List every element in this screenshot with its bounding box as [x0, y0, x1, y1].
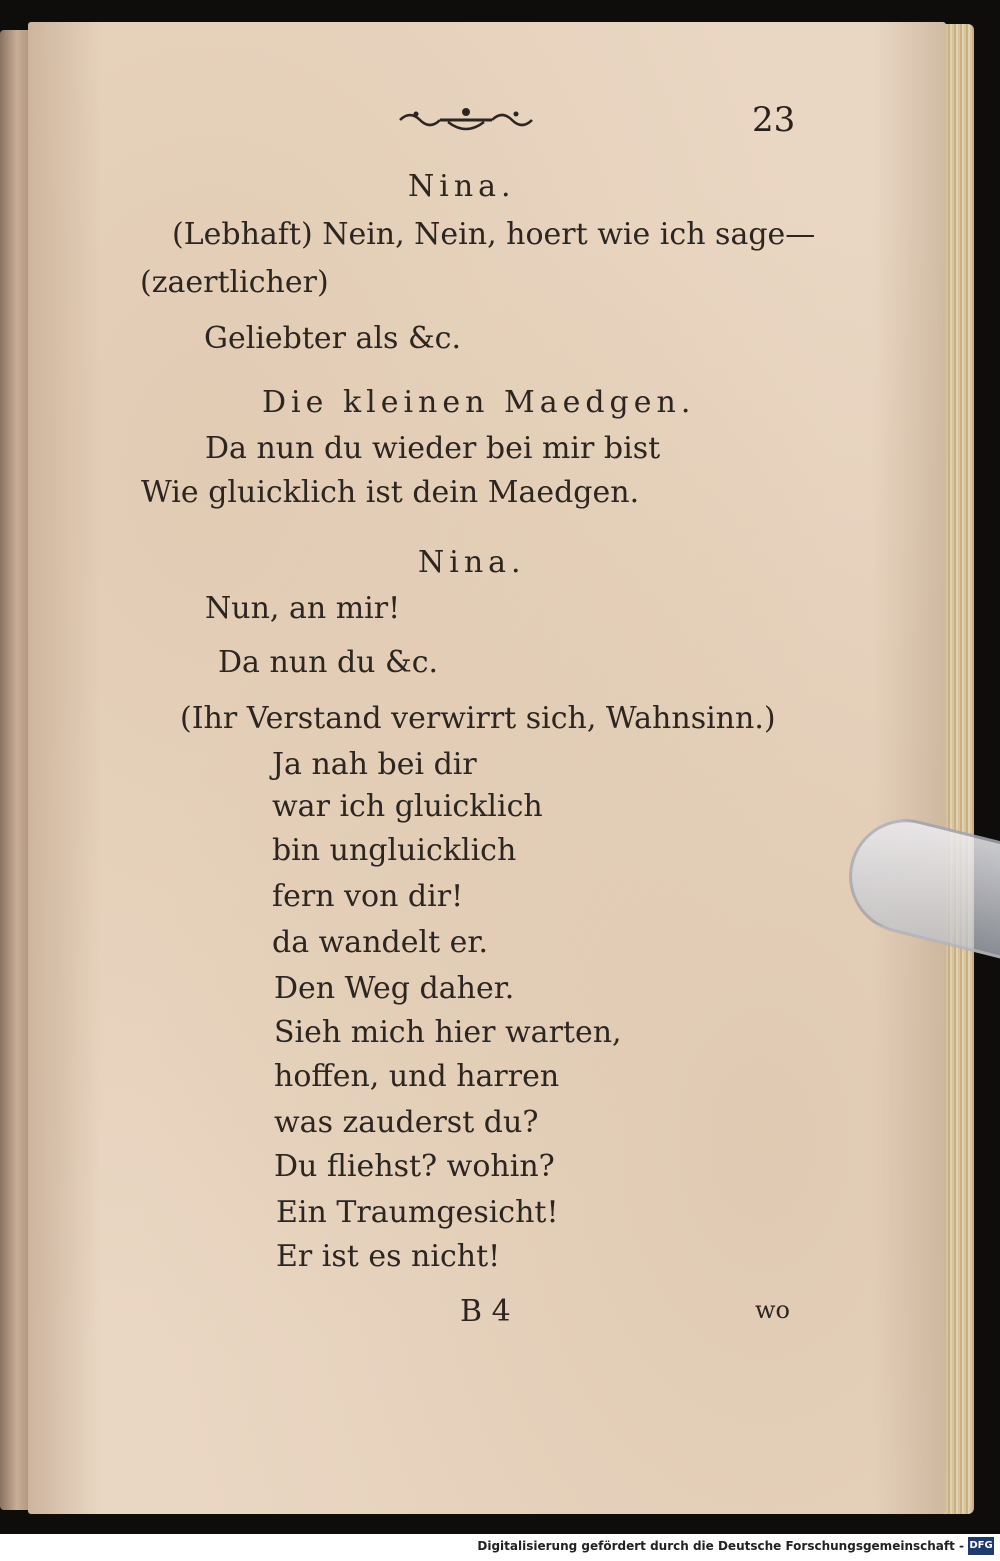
- text-line: Geliebter als &c.: [204, 321, 462, 356]
- page-number: 23: [752, 100, 796, 140]
- dfg-logo: DFG: [968, 1537, 994, 1555]
- text-line: Da nun du &c.: [218, 645, 439, 680]
- verse-line: was zauderst du?: [274, 1105, 539, 1140]
- speaker-heading: Nina.: [418, 545, 526, 580]
- verse-line: Ja nah bei dir: [272, 747, 477, 782]
- verse-line: Wie gluicklich ist dein Maedgen.: [141, 475, 640, 510]
- footer-credit: Digitalisierung gefördert durch die Deutsche Forschungsgemeinschaft -: [477, 1539, 964, 1553]
- text-line: Nun, an mir!: [205, 591, 401, 626]
- verse-line: Ein Traumgesicht!: [276, 1195, 559, 1230]
- verse-line: hoffen, und harren: [274, 1059, 560, 1094]
- verse-line: war ich gluicklich: [272, 789, 543, 824]
- verse-line: Den Weg daher.: [274, 971, 515, 1006]
- text-line: (Lebhaft) Nein, Nein, hoert wie ich sage—: [172, 217, 816, 252]
- stage-direction: (Ihr Verstand verwirrt sich, Wahnsinn.): [180, 701, 776, 736]
- verse-line: Da nun du wieder bei mir bist: [205, 431, 661, 466]
- catchword: wo: [755, 1296, 790, 1324]
- verse-line: fern von dir!: [272, 879, 464, 914]
- verse-line: Sieh mich hier warten,: [274, 1015, 622, 1050]
- verse-line: Du fliehst? wohin?: [274, 1149, 555, 1184]
- speaker-heading: Nina.: [408, 169, 516, 204]
- signature-mark: B 4: [460, 1294, 511, 1329]
- verse-line: bin ungluicklich: [272, 833, 517, 868]
- verse-line: da wandelt er.: [272, 925, 488, 960]
- ornament-vignette: [396, 100, 536, 136]
- stage-direction: (zaertlicher): [140, 265, 329, 300]
- book-spine-edge: [0, 30, 28, 1510]
- speaker-heading: Die kleinen Maedgen.: [262, 385, 696, 420]
- verse-line: Er ist es nicht!: [276, 1239, 501, 1274]
